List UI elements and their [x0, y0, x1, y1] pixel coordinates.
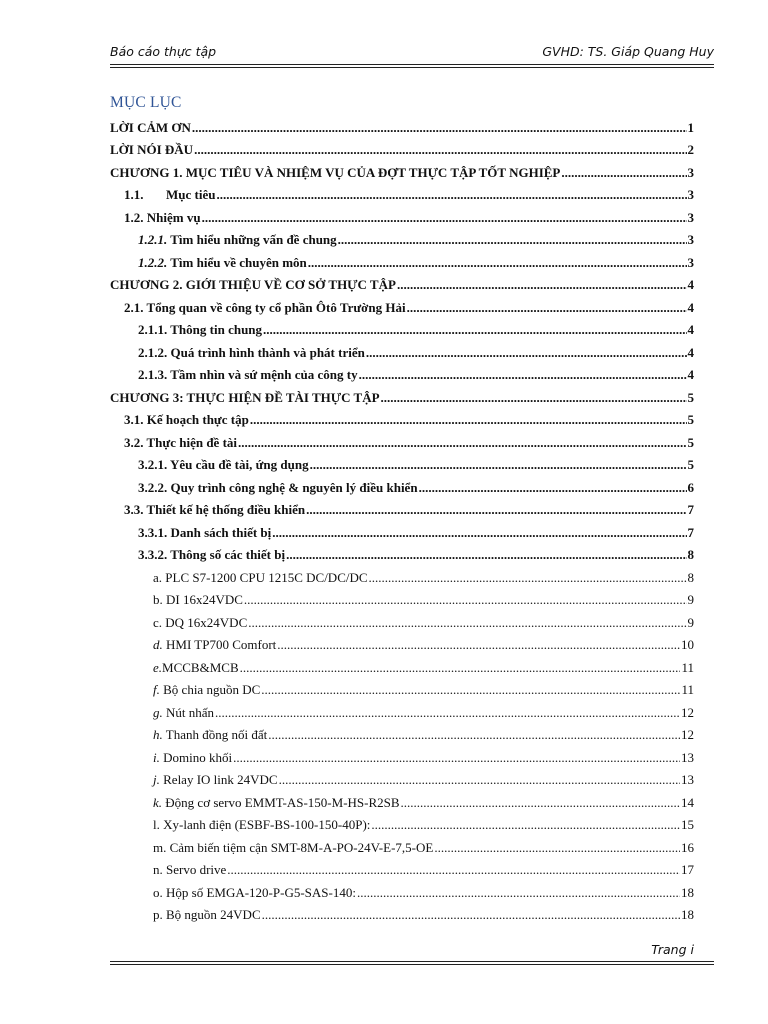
toc-entry[interactable]	[110, 204, 694, 227]
toc-entry-page: 15	[681, 817, 694, 832]
toc-entry-page: 4	[687, 322, 694, 337]
toc-entry[interactable]	[110, 519, 694, 542]
toc-entry-text: 3.1. Kế hoạch thực tập	[124, 412, 249, 427]
toc-entry-number: 1.1.	[124, 187, 144, 202]
toc-entry[interactable]	[110, 474, 694, 497]
toc-entry-text: 1.2. Nhiệm vụ	[124, 209, 201, 225]
toc-entry-page: 18	[681, 884, 694, 900]
toc-entry[interactable]	[110, 767, 694, 790]
toc-entry-text: CHƯƠNG 2. GIỚI THIỆU VỀ CƠ SỞ THỰC TẬP	[110, 277, 396, 292]
toc-entry-text: c. DQ 16x24VDC	[153, 614, 248, 630]
toc-entry-number: e.	[153, 659, 163, 675]
toc-entry-text: Động cơ servo EMMT-AS-150-M-HS-R2SB	[162, 794, 400, 810]
toc-entry-number: k.	[153, 794, 163, 810]
toc-entry[interactable]	[110, 587, 694, 610]
toc-entry[interactable]	[110, 407, 694, 430]
toc-entry[interactable]	[110, 902, 694, 925]
toc-entry-page: 8	[687, 569, 694, 585]
toc-entry-page: 14	[681, 794, 694, 810]
toc-entry-text: m. Cảm biến tiệm cận SMT-8M-A-PO-24V-E-7,5-OE	[153, 839, 434, 855]
footer-rule	[110, 961, 714, 965]
toc-entry-number: g.	[153, 704, 163, 720]
toc-entry-page: 5	[687, 457, 694, 472]
toc-entry[interactable]	[110, 542, 694, 565]
toc-entry[interactable]	[110, 722, 694, 745]
toc-entry-page: 5	[687, 389, 694, 405]
toc-entry[interactable]	[110, 744, 694, 767]
toc-entry[interactable]	[110, 632, 694, 655]
toc-entry-page: 1	[687, 119, 694, 135]
toc-entry-text: Tìm hiểu về chuyên môn	[167, 254, 307, 270]
toc-entry-text: LỜI CẢM ƠN	[110, 119, 191, 135]
toc-entry[interactable]	[110, 654, 694, 677]
toc-entry[interactable]	[110, 857, 694, 880]
toc-entry-page: 3	[687, 209, 694, 225]
toc-entry-text: 2.1.3. Tầm nhìn và sứ mệnh của công ty	[138, 367, 358, 382]
toc-entry-text: CHƯƠNG 3: THỰC HIỆN ĐỀ TÀI THỰC TẬP	[110, 389, 380, 405]
toc-entry[interactable]	[110, 834, 694, 857]
toc-entry-page: 4	[687, 367, 694, 382]
toc-entry-page: 16	[681, 839, 694, 855]
toc-entry-number: d.	[153, 637, 163, 652]
toc-entry-text: MCCB&MCB	[162, 659, 239, 675]
toc-entry-page: 18	[681, 907, 694, 922]
header-left: Báo cáo thực tập	[110, 44, 217, 59]
toc-entry[interactable]	[110, 384, 694, 407]
toc-entry-page: 13	[681, 749, 694, 765]
toc-entry-page: 5	[687, 434, 694, 450]
toc-entry[interactable]	[110, 294, 694, 317]
toc-entry[interactable]	[110, 564, 694, 587]
toc-entry-text: 3.3.2. Thông số các thiết bị	[138, 547, 286, 562]
toc-entry[interactable]	[110, 317, 694, 340]
toc-title: MỤC LỤC	[110, 94, 182, 111]
toc-entry-text: b. DI 16x24VDC	[153, 592, 243, 607]
toc-entry-page: 6	[687, 479, 694, 495]
toc-entry[interactable]	[110, 339, 694, 362]
toc-entry-page: 11	[681, 682, 694, 697]
header-rule	[110, 64, 714, 68]
toc-entry[interactable]	[110, 677, 694, 700]
toc-entry-page: 10	[681, 637, 694, 652]
toc-entry-page: 2	[687, 142, 694, 157]
toc-entry-text: CHƯƠNG 1. MỤC TIÊU VÀ NHIỆM VỤ CỦA ĐỢT THỰC TẬP TỐT NGHIỆP	[110, 164, 561, 180]
toc-entry-text: 3.2.1. Yêu cầu đề tài, ứng dụng	[138, 457, 309, 472]
toc-entry-number: j.	[153, 772, 160, 787]
toc-entry-page: 11	[681, 659, 694, 675]
toc-entry[interactable]	[110, 789, 694, 812]
toc-entry-page: 5	[687, 412, 694, 427]
toc-entry-text: 3.2.2. Quy trình công nghệ & nguyên lý điều khiển	[138, 479, 418, 495]
toc-entry-number: f.	[153, 682, 160, 697]
toc-entry-page: 3	[687, 254, 694, 270]
toc-entry[interactable]	[110, 609, 694, 632]
toc-entry-page: 17	[681, 862, 694, 877]
toc-entry-page: 7	[687, 524, 694, 540]
toc-entry[interactable]	[110, 879, 694, 902]
toc-entry[interactable]	[110, 452, 694, 475]
toc-entry-text: l. Xy-lanh điện (ESBF-BS-100-150-40P):	[153, 817, 371, 832]
toc-entry[interactable]	[110, 497, 694, 520]
toc-entry[interactable]	[110, 137, 694, 160]
toc-entry-text: 3.2. Thực hiện đề tài	[124, 434, 238, 450]
toc-entry[interactable]	[110, 812, 694, 835]
toc-entry-text: Tìm hiểu những vấn đề chung	[167, 232, 337, 247]
toc-entry-page: 8	[687, 547, 694, 562]
page-header	[110, 42, 714, 64]
toc-entry-text: p. Bộ nguồn 24VDC	[153, 907, 261, 922]
toc-entry-number: h.	[153, 727, 163, 742]
toc-entry-page: 3	[687, 232, 694, 247]
toc-entry-page: 3	[687, 164, 694, 180]
toc-entry-text: a. PLC S7-1200 CPU 1215C DC/DC/DC	[153, 569, 368, 585]
toc-entry-text: n. Servo drive	[153, 862, 227, 877]
toc-entry[interactable]	[110, 227, 694, 250]
toc-entry-text: 3.3. Thiết kế hệ thống điều khiển	[124, 502, 306, 517]
toc-entry-text: Nút nhấn	[162, 704, 215, 720]
toc-entry-page: 3	[687, 187, 694, 202]
toc-entry-text: 2.1. Tổng quan về công ty cổ phần Ôtô Trường Hải	[124, 299, 406, 315]
table-of-contents	[110, 114, 694, 924]
toc-entry-text: Bộ chia nguồn DC	[159, 682, 261, 697]
toc-entry-page: 9	[687, 592, 694, 607]
toc-entry[interactable]	[110, 114, 694, 137]
toc-entry-page: 4	[687, 299, 694, 315]
toc-entry-text: 2.1.1. Thông tin chung	[138, 322, 263, 337]
toc-entry-text: Domino khối	[159, 749, 233, 765]
toc-entry-text: Mục tiêu	[166, 187, 216, 202]
toc-entry[interactable]	[110, 249, 694, 272]
toc-entry-number: i.	[153, 749, 160, 765]
toc-entry-number: 1.2.2.	[138, 254, 168, 270]
toc-entry-page: 13	[681, 772, 694, 787]
toc-entry-text: HMI TP700 Comfort	[162, 637, 277, 652]
toc-entry-text: LỜI NÓI ĐẦU	[110, 142, 194, 157]
toc-entry-page: 12	[681, 727, 694, 742]
toc-entry[interactable]	[110, 182, 694, 205]
toc-entry-page: 4	[687, 344, 694, 360]
toc-entry-text: Thanh đồng nối đất	[162, 727, 268, 742]
toc-entry-number: 1.2.1.	[138, 232, 168, 247]
toc-entry-page: 4	[687, 277, 694, 292]
toc-entry-text: o. Hộp số EMGA-120-P-G5-SAS-140:	[153, 884, 356, 900]
page-footer-label: Trang i	[651, 942, 694, 957]
toc-entry-text: 2.1.2. Quá trình hình thành và phát triển	[138, 344, 365, 360]
toc-entry[interactable]	[110, 362, 694, 385]
header-right: GVHD: TS. Giáp Quang Huy	[542, 44, 714, 59]
toc-entry-page: 12	[681, 704, 694, 720]
toc-entry[interactable]	[110, 159, 694, 182]
toc-entry-text: Relay IO link 24VDC	[159, 772, 278, 787]
toc-entry[interactable]	[110, 429, 694, 452]
toc-entry-page: 7	[687, 502, 694, 517]
toc-entry[interactable]	[110, 699, 694, 722]
toc-entry-page: 9	[687, 614, 694, 630]
toc-entry[interactable]	[110, 272, 694, 295]
toc-entry-text: 3.3.1. Danh sách thiết bị	[138, 524, 272, 540]
